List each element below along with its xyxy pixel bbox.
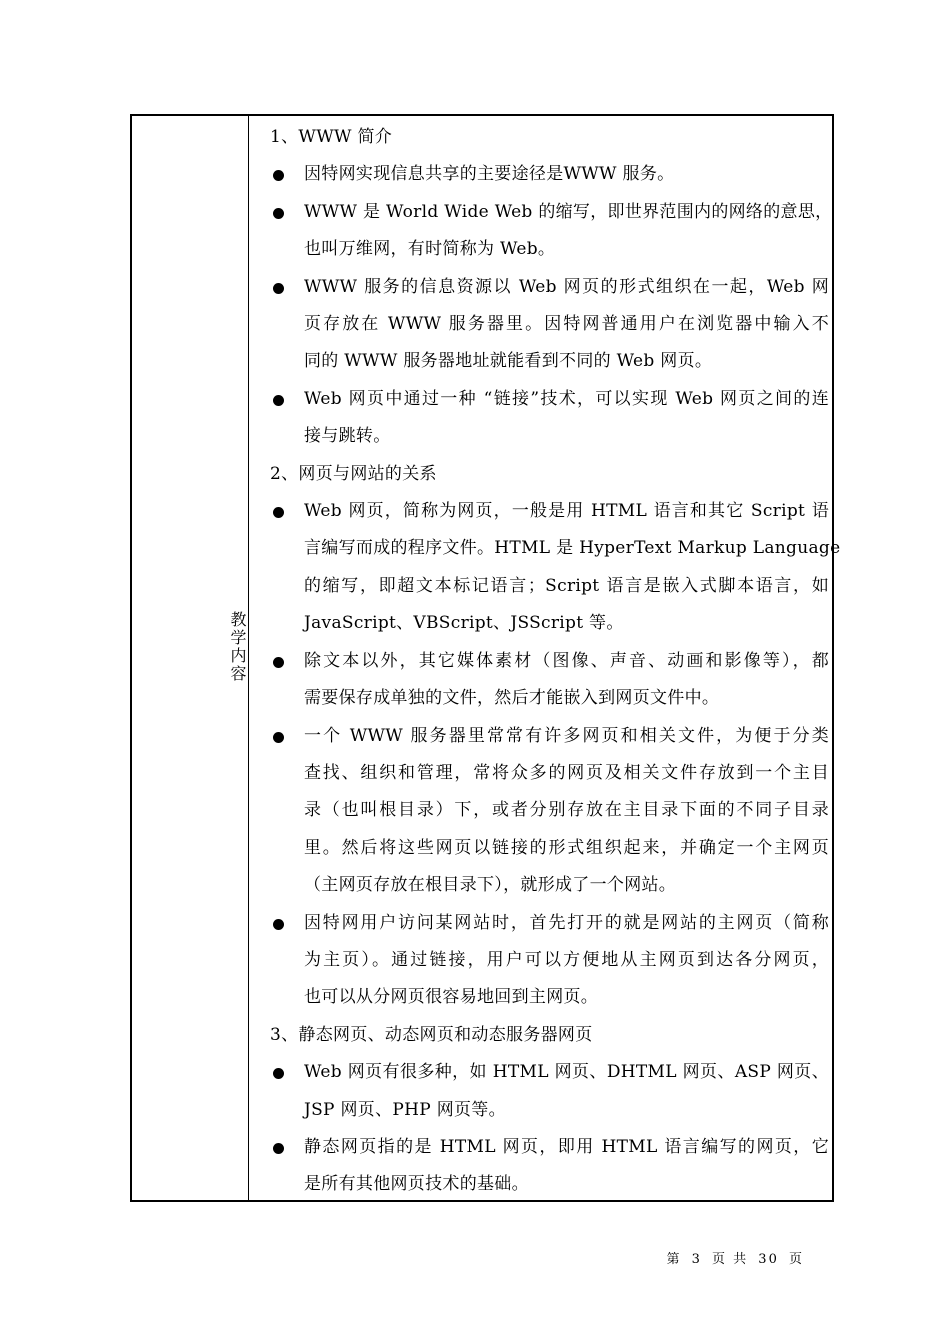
bullet-line: 的缩写，即超文本标记语言；Script 语言是嵌入式脚本语言，如 <box>304 575 829 596</box>
bullet-line: 录（也叫根目录）下，或者分别存放在主目录下面的不同子目录 <box>304 800 829 821</box>
bullet-line: 需要保存成单独的文件，然后才能嵌入到网页文件中。 <box>304 688 720 709</box>
bullet-line: 也可以从分网页很容易地回到主网页。 <box>304 987 599 1008</box>
bullet-item <box>270 1129 829 1204</box>
section-heading: 3、静态网页、动态网页和动态服务器网页 <box>270 1024 593 1045</box>
bullet-item <box>270 194 833 269</box>
bullet-line: 里。然后将这些网页以链接的形式组织起来，并确定一个主网页 <box>304 837 829 858</box>
footer-total-pages: 30 <box>758 1252 779 1267</box>
footer-mid: 页 共 <box>712 1252 749 1267</box>
bullet-line: 页存放在 WWW 服务器里。因特网普通用户在浏览器中输入不 <box>304 314 829 335</box>
section-heading: 2、网页与网站的关系 <box>270 463 437 484</box>
section-heading: 1、WWW 简介 <box>270 127 393 147</box>
page-footer <box>664 1248 806 1267</box>
bullet-item <box>270 905 829 1017</box>
bullet-line: 一个 WWW 服务器里常常有许多网页和相关文件，为便于分类 <box>304 725 829 746</box>
footer-page-number: 3 <box>691 1252 702 1267</box>
bullet-dot-icon <box>273 507 284 518</box>
bullet-dot-icon <box>273 732 284 743</box>
side-label-text: 教学内容 <box>228 611 247 683</box>
bullet-dot-icon <box>273 657 284 668</box>
bullet-line: 也叫万维网，有时简称为 Web。 <box>304 239 556 260</box>
bullet-dot-icon <box>273 1143 284 1154</box>
bullet-line: 为主页）。通过链接，用户可以方便地从主网页到达各分网页， <box>304 949 829 970</box>
bullet-line: 查找、组织和管理，常将众多的网页及相关文件存放到一个主目 <box>304 762 829 783</box>
bullet-line: 同的 WWW 服务器地址就能看到不同的 Web 网页。 <box>304 351 713 372</box>
bullet-dot-icon <box>273 170 284 181</box>
bullet-line: 静态网页指的是 HTML 网页，即用 HTML 语言编写的网页，它 <box>304 1136 829 1157</box>
bullet-line: WWW 是 World Wide Web 的缩写，即世界范围内的网络的意思， <box>304 201 833 222</box>
side-label <box>132 611 249 683</box>
bullet-item <box>270 381 829 456</box>
bullet-line: 因特网实现信息共享的主要途径是WWW 服务。 <box>304 164 675 185</box>
bullet-line: 是所有其他网页技术的基础。 <box>304 1174 529 1195</box>
bullet-item <box>270 718 829 905</box>
bullet-dot-icon <box>273 395 284 406</box>
bullet-line: Web 网页有很多种，如 HTML 网页、DHTML 网页、ASP 网页、 <box>304 1062 829 1083</box>
bullet-item <box>270 1054 829 1129</box>
bullet-item <box>270 269 829 381</box>
content-table <box>130 114 841 1202</box>
bullet-line: WWW 服务的信息资源以 Web 网页的形式组织在一起，Web 网 <box>304 276 829 297</box>
bullet-line: 因特网用户访问某网站时，首先打开的就是网站的主网页（简称 <box>304 912 829 933</box>
bullet-line: Web 网页，简称为网页，一般是用 HTML 语言和其它 Script 语 <box>304 501 829 522</box>
bullet-item <box>270 643 829 718</box>
bullet-line: Web 网页中通过一种 “链接”技术，可以实现 Web 网页之间的连 <box>304 388 829 409</box>
bullet-item <box>270 493 841 643</box>
bullet-dot-icon <box>273 919 284 930</box>
content-cell <box>249 116 841 1200</box>
bullet-dot-icon <box>273 1068 284 1079</box>
bullet-line: 除文本以外，其它媒体素材（图像、声音、动画和影像等），都 <box>304 650 829 671</box>
footer-suffix: 页 <box>788 1252 804 1267</box>
bullet-line: JavaScript、VBScript、JSScript 等。 <box>304 613 624 634</box>
bullet-line: 言编写而成的程序文件。HTML 是 HyperText Markup Language <box>304 538 841 559</box>
bullet-dot-icon <box>273 208 284 219</box>
bullet-line: （主网页存放在根目录下），就形成了一个网站。 <box>304 875 677 896</box>
bullet-line: JSP 网页、PHP 网页等。 <box>304 1099 506 1120</box>
label-cell <box>132 116 249 1200</box>
bullet-item <box>270 156 829 193</box>
bullet-line: 接与跳转。 <box>304 426 391 447</box>
footer-prefix: 第 <box>666 1252 682 1267</box>
bullet-dot-icon <box>273 283 284 294</box>
